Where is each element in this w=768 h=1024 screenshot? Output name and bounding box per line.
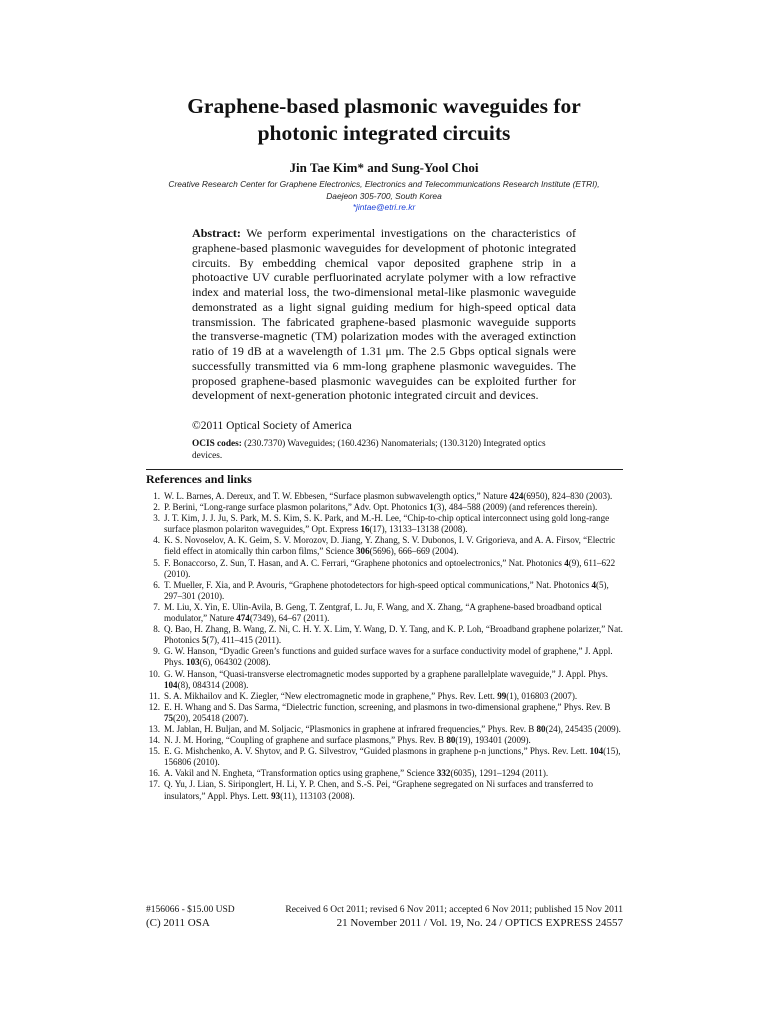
reference-item xyxy=(146,513,623,535)
reference-item xyxy=(146,580,623,602)
reference-item xyxy=(146,702,623,724)
reference-pages: (24), 245435 (2009). xyxy=(545,723,621,734)
reference-pages: (6035), 1291–1294 (2011). xyxy=(450,768,549,779)
reference-number: 1. xyxy=(153,491,160,501)
reference-number: 5. xyxy=(153,557,160,568)
reference-volume: 4 xyxy=(591,579,596,590)
title-line-2: photonic integrated circuits xyxy=(257,121,511,145)
reference-text: G. W. Hanson, “Quasi-transverse electromagnetic modes supported by a graphene parallelplate waveguide,” J. Appl. Phys. xyxy=(164,668,608,679)
reference-item xyxy=(146,691,623,702)
reference-pages: (8), 084314 (2008). xyxy=(177,679,249,690)
section-divider xyxy=(146,469,623,470)
reference-item xyxy=(146,558,623,580)
reference-text: K. S. Novoselov, A. K. Geim, S. V. Morozov, D. Jiang, Y. Zhang, S. V. Dubonos, I. V. Grigorieva, and A. A. Firsov, “Electric field effect in atomically thin carbon films,” Science xyxy=(164,535,616,557)
reference-number: 3. xyxy=(153,513,160,524)
reference-item xyxy=(146,779,623,801)
reference-pages: (6950), 824–830 (2003). xyxy=(523,491,613,501)
reference-volume: 93 xyxy=(271,790,281,801)
reference-number: 6. xyxy=(153,579,160,590)
reference-volume: 424 xyxy=(509,491,524,501)
reference-volume: 16 xyxy=(360,524,370,535)
reference-number: 12. xyxy=(148,701,160,712)
reference-text: P. Berini, “Long-range surface plasmon polaritons,” Adv. Opt. Photonics xyxy=(164,502,430,513)
reference-item xyxy=(146,735,623,746)
ocis-text: (230.7370) Waveguides; (160.4236) Nanomaterials; (130.3120) Integrated optics devices. xyxy=(192,439,546,461)
affiliation-line-1: Creative Research Center for Graphene Electronics, Electronics and Telecommunications Research Institute (ETRI), xyxy=(168,179,600,189)
reference-pages: (19), 193401 (2009). xyxy=(455,735,531,746)
reference-volume: 5 xyxy=(201,635,207,646)
reference-volume: 306 xyxy=(356,546,370,557)
reference-pages: (3), 484–588 (2009) (and references therein). xyxy=(433,502,598,513)
footer-doc-id: #156066 - $15.00 USD xyxy=(146,905,235,915)
reference-text: N. J. M. Horing, “Coupling of graphene and surface plasmons,” Phys. Rev. B xyxy=(164,735,447,746)
reference-item xyxy=(146,602,623,624)
abstract-text: We perform experimental investigations on the characteristics of graphene-based plasmonic waveguides for development of photonic integrated circuits. By embedding chemical vapor deposited graphene strip in a photoactive UV curable perfluorinated acrylate polymer with a low refractive index and material loss, the two-dimensional metal-like plasmonic waveguide demonstrated as a light signal guiding medium for high-speed optical data transmission. The fabricated graphene-based plasmonic waveguide supports the transverse-magnetic (TM) polarization modes with the averaged extinction ratio of 19 dB at a wavelength of 1.31 μm. The 2.5 Gbps optical signals were successfully transmitted via 6 mm-long graphene plasmonic waveguides. The proposed graphene-based plasmonic waveguides can be exploited further for development of next-generation photonic integrated circuit and devices. xyxy=(192,226,576,403)
reference-text: S. A. Mikhailov and K. Ziegler, “New electromagnetic mode in graphene,” Phys. Rev. Lett. xyxy=(164,690,498,701)
footer-journal-info: 21 November 2011 / Vol. 19, No. 24 / OPTICS EXPRESS 24557 xyxy=(336,917,623,929)
affiliation xyxy=(120,179,648,214)
affiliation-line-2: Daejeon 305-700, South Korea xyxy=(326,190,442,201)
reference-number: 11. xyxy=(149,690,160,701)
reference-text: E. H. Whang and S. Das Sarma, “Dielectric function, screening, and plasmons in two-dimensional graphene,” Phys. Rev. B xyxy=(164,701,611,712)
reference-volume: 80 xyxy=(536,723,546,734)
ocis-label: OCIS codes: xyxy=(192,439,242,449)
reference-text: W. L. Barnes, A. Dereux, and T. W. Ebbesen, “Surface plasmon subwavelength optics,” Nature xyxy=(164,491,510,501)
reference-volume: 104 xyxy=(164,679,178,690)
reference-pages: (9), 611–622 (2010). xyxy=(164,557,616,579)
reference-number: 15. xyxy=(148,746,160,757)
reference-volume: 103 xyxy=(186,657,200,668)
reference-text: M. Jablan, H. Buljan, and M. Soljacic, “Plasmonics in graphene at infrared frequencies,” Phys. Rev. B xyxy=(164,723,537,734)
references-list xyxy=(146,491,623,802)
reference-pages: (7), 411–415 (2011). xyxy=(206,635,282,646)
reference-item xyxy=(146,724,623,735)
author-email-link[interactable]: *jintae@etri.re.kr xyxy=(352,202,416,212)
reference-number: 4. xyxy=(153,535,160,546)
reference-text: Q. Yu, J. Lian, S. Siriponglert, H. Li, Y. P. Chen, and S.-S. Pei, “Graphene segregated on Ni surfaces and transferred to insulators,” Appl. Phys. Lett. xyxy=(164,779,594,801)
reference-volume: 1 xyxy=(429,502,434,513)
reference-item xyxy=(146,669,623,691)
reference-item xyxy=(146,491,623,502)
reference-item xyxy=(146,768,623,779)
reference-pages: (11), 113103 (2008). xyxy=(280,790,355,801)
reference-number: 17. xyxy=(148,779,160,790)
abstract-copyright: ©2011 Optical Society of America xyxy=(192,420,352,432)
title-line-1: Graphene-based plasmonic waveguides for xyxy=(187,94,581,118)
reference-volume: 474 xyxy=(236,613,250,624)
reference-volume: 104 xyxy=(589,746,604,757)
paper-title xyxy=(100,93,668,147)
footer-copyright: (C) 2011 OSA xyxy=(146,917,210,929)
reference-pages: (20), 205418 (2007). xyxy=(173,712,249,723)
reference-text: M. Liu, X. Yin, E. Ulin-Avila, B. Geng, T. Zentgraf, L. Ju, F. Wang, and X. Zhang, “A graphene-based broadband optical modulator,” Nature xyxy=(164,601,602,624)
reference-pages: (5696), 666–669 (2004). xyxy=(369,546,459,557)
reference-text: T. Mueller, F. Xia, and P. Avouris, “Graphene photodetectors for high-speed optical communications,” Nat. Photonics xyxy=(164,579,592,590)
reference-text: Q. Bao, H. Zhang, B. Wang, Z. Ni, C. H. Y. X. Lim, Y. Wang, D. Y. Tang, and K. P. Loh, “Broadband graphene polarizer,” Nat. Photonics xyxy=(164,624,623,646)
reference-pages: (5), 297–301 (2010). xyxy=(164,579,609,601)
reference-item xyxy=(146,624,623,646)
reference-number: 14. xyxy=(148,735,160,746)
abstract xyxy=(192,226,576,403)
reference-number: 8. xyxy=(153,624,160,635)
reference-number: 7. xyxy=(153,601,160,612)
reference-volume: 80 xyxy=(446,735,456,746)
reference-volume: 332 xyxy=(436,768,451,779)
footer-row-1 xyxy=(146,904,623,916)
reference-number: 9. xyxy=(153,646,160,657)
reference-pages: (15), 156806 (2010). xyxy=(164,746,621,768)
abstract-label: Abstract: xyxy=(192,226,241,240)
reference-text: E. G. Mishchenko, A. V. Shytov, and P. G. Silvestrov, “Guided plasmons in graphene p-n junctions,” Phys. Rev. Lett. xyxy=(164,746,590,757)
reference-item xyxy=(146,746,623,768)
reference-pages: (17), 13133–13138 (2008). xyxy=(369,524,468,535)
reference-pages: (7349), 64–67 (2011). xyxy=(249,613,330,624)
reference-text: J. T. Kim, J. J. Ju, S. Park, M. S. Kim, S. K. Park, and M.-H. Lee, “Chip-to-chip optical interconnect using gold long-range surface plasmon polariton waveguides,” Opt. Express xyxy=(164,513,610,535)
reference-text: G. W. Hanson, “Dyadic Green’s functions and guided surface waves for a surface conductivity model of graphene,” J. Appl. Phys. xyxy=(164,646,613,668)
reference-item xyxy=(146,646,623,668)
reference-number: 10. xyxy=(148,668,160,679)
reference-item xyxy=(146,502,623,513)
reference-number: 13. xyxy=(148,723,160,734)
reference-volume: 99 xyxy=(497,690,507,701)
ocis-codes xyxy=(192,438,576,462)
reference-volume: 4 xyxy=(564,557,569,568)
reference-item xyxy=(146,535,623,557)
reference-number: 16. xyxy=(148,768,160,779)
reference-text: A. Vakil and N. Engheta, “Transformation optics using graphene,” Science xyxy=(164,768,437,779)
reference-pages: (6), 064302 (2008). xyxy=(199,657,271,668)
reference-text: F. Bonaccorso, Z. Sun, T. Hasan, and A. C. Ferrari, “Graphene photonics and optoelectronics,” Nat. Photonics xyxy=(164,557,565,568)
reference-number: 2. xyxy=(153,502,160,513)
references-heading: References and links xyxy=(146,472,252,486)
authors: Jin Tae Kim* and Sung-Yool Choi xyxy=(289,160,479,175)
reference-volume: 75 xyxy=(164,712,174,723)
footer-received-dates: Received 6 Oct 2011; revised 6 Nov 2011; accepted 6 Nov 2011; published 15 Nov 2011 xyxy=(285,905,623,915)
reference-pages: (1), 016803 (2007). xyxy=(506,690,578,701)
footer-row-2 xyxy=(146,917,623,930)
